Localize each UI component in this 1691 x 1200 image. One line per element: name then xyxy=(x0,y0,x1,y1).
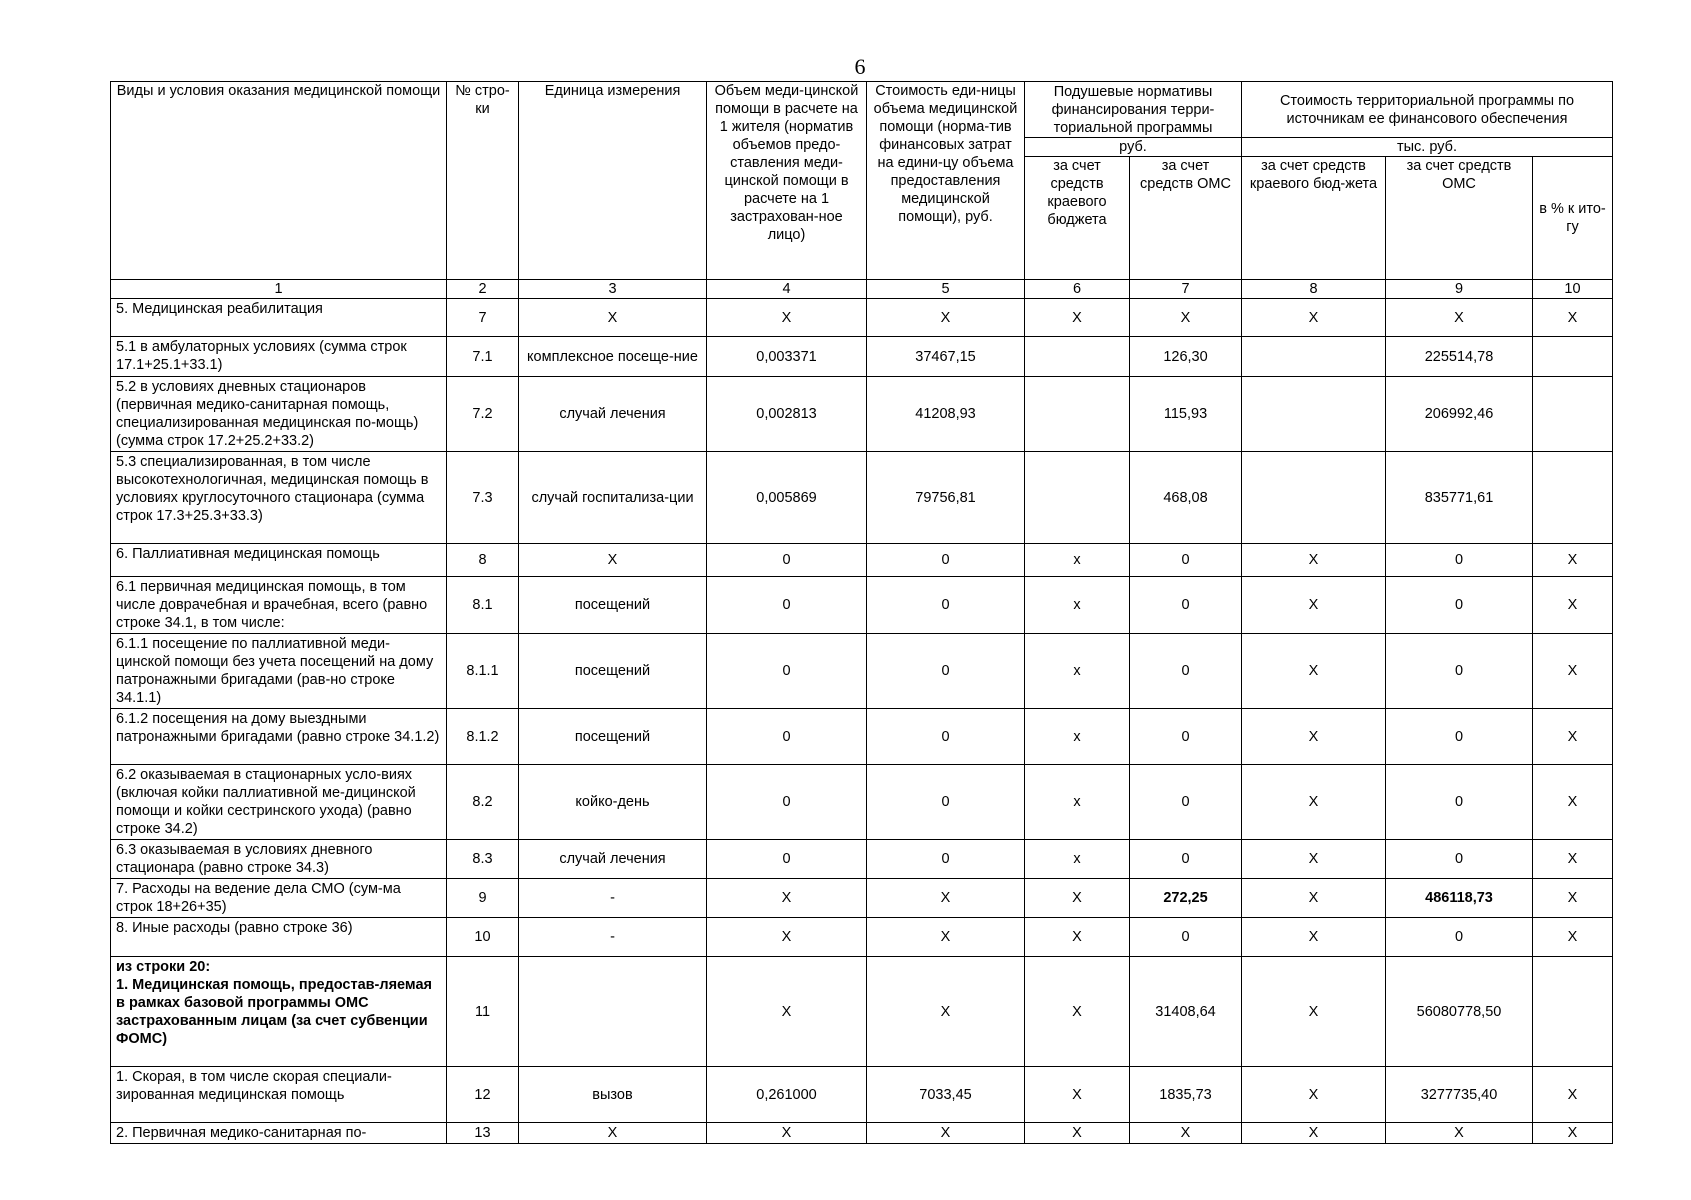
header-row xyxy=(111,82,1613,138)
regional-budget: х xyxy=(1025,634,1130,709)
header-type: Виды и условия оказания медицинской помощи xyxy=(111,82,447,280)
regional-budget: х xyxy=(1025,765,1130,840)
unit-cost: 0 xyxy=(867,544,1025,577)
volume: 0,002813 xyxy=(707,377,867,452)
row-label: 1. Скорая, в том числе скорая специали-зированная медицинская помощь xyxy=(111,1067,447,1123)
oms-per-capita: 0 xyxy=(1130,918,1242,957)
table-row xyxy=(111,1123,1613,1144)
line-number: 10 xyxy=(447,918,519,957)
oms-per-capita: 115,93 xyxy=(1130,377,1242,452)
regional-budget-total: Х xyxy=(1242,879,1386,918)
line-number: 8.1 xyxy=(447,577,519,634)
unit: комплексное посеще-ние xyxy=(519,337,707,377)
row-label: 5. Медицинская реабилитация xyxy=(111,299,447,337)
unit: койко-день xyxy=(519,765,707,840)
header-oms: за счет средств ОМС xyxy=(1130,157,1242,280)
regional-budget: Х xyxy=(1025,299,1130,337)
oms-total: 56080778,50 xyxy=(1386,957,1533,1067)
table-row xyxy=(111,918,1613,957)
oms-total: 3277735,40 xyxy=(1386,1067,1533,1123)
header-oms-total: за счет средств ОМС xyxy=(1386,157,1533,280)
header-unit-rub: руб. xyxy=(1025,138,1242,157)
regional-budget-total: Х xyxy=(1242,544,1386,577)
row-label: 6.1.2 посещения на дому выездными патронажными бригадами (равно строке 34.1.2) xyxy=(111,709,447,765)
column-number: 7 xyxy=(1130,280,1242,299)
oms-total: 225514,78 xyxy=(1386,337,1533,377)
oms-per-capita: 272,25 xyxy=(1130,879,1242,918)
header-unit: Единица измерения xyxy=(519,82,707,280)
oms-per-capita: 126,30 xyxy=(1130,337,1242,377)
unit: - xyxy=(519,918,707,957)
regional-budget: х xyxy=(1025,709,1130,765)
unit-cost: 0 xyxy=(867,709,1025,765)
regional-budget-total xyxy=(1242,452,1386,544)
volume: Х xyxy=(707,299,867,337)
oms-per-capita: 1835,73 xyxy=(1130,1067,1242,1123)
page-number: 6 xyxy=(854,54,866,79)
percent: Х xyxy=(1533,840,1613,879)
percent xyxy=(1533,957,1613,1067)
volume: Х xyxy=(707,918,867,957)
oms-per-capita: 0 xyxy=(1130,765,1242,840)
unit: случай госпитализа-ции xyxy=(519,452,707,544)
column-number: 10 xyxy=(1533,280,1613,299)
regional-budget-total: Х xyxy=(1242,957,1386,1067)
unit xyxy=(519,957,707,1067)
percent: Х xyxy=(1533,299,1613,337)
regional-budget-total: Х xyxy=(1242,1123,1386,1144)
column-number: 9 xyxy=(1386,280,1533,299)
oms-total: 0 xyxy=(1386,544,1533,577)
unit: Х xyxy=(519,1123,707,1144)
oms-total: 0 xyxy=(1386,709,1533,765)
header-regional-budget: за счет средств краевого бюджета xyxy=(1025,157,1130,280)
line-number: 12 xyxy=(447,1067,519,1123)
table-row xyxy=(111,957,1613,1067)
line-number: 7 xyxy=(447,299,519,337)
row-label: 6. Паллиативная медицинская помощь xyxy=(111,544,447,577)
table-row xyxy=(111,634,1613,709)
volume: Х xyxy=(707,1123,867,1144)
volume: 0,005869 xyxy=(707,452,867,544)
percent: Х xyxy=(1533,544,1613,577)
regional-budget-total xyxy=(1242,377,1386,452)
table-row xyxy=(111,1067,1613,1123)
row-label: 7. Расходы на ведение дела СМО (сум-ма строк 18+26+35) xyxy=(111,879,447,918)
header-percent: в % к ито-гу xyxy=(1533,157,1613,280)
column-number: 5 xyxy=(867,280,1025,299)
oms-per-capita: 0 xyxy=(1130,544,1242,577)
line-number: 8.2 xyxy=(447,765,519,840)
line-number: 9 xyxy=(447,879,519,918)
regional-budget-total: Х xyxy=(1242,840,1386,879)
volume: 0 xyxy=(707,840,867,879)
header-volume: Объем меди-цинской помощи в расчете на 1 жителя (норматив объемов предо-ставления меди-цинской помощи в расчете на 1 застрахован-ное лицо) xyxy=(707,82,867,280)
oms-total: 0 xyxy=(1386,765,1533,840)
volume: Х xyxy=(707,879,867,918)
oms-total: 0 xyxy=(1386,634,1533,709)
volume: Х xyxy=(707,957,867,1067)
table-row xyxy=(111,544,1613,577)
line-number: 8 xyxy=(447,544,519,577)
volume: 0 xyxy=(707,765,867,840)
column-number: 2 xyxy=(447,280,519,299)
unit: случай лечения xyxy=(519,840,707,879)
header-regional-budget-total: за счет средств краевого бюд-жета xyxy=(1242,157,1386,280)
row-label: 6.2 оказываемая в стационарных усло-виях (включая койки паллиативной ме-дицинской помощи и койки сестринского ухода) (равно строке 34.2) xyxy=(111,765,447,840)
table-row xyxy=(111,577,1613,634)
oms-per-capita: 0 xyxy=(1130,709,1242,765)
header-total-cost-group: Стоимость территориальной программы по источникам ее финансового обеспечения xyxy=(1242,82,1613,138)
row-label: 5.2 в условиях дневных стационаров (первичная медико-санитарная помощь, специализированная медицинская по-мощь) (сумма строк 17.2+25.2+33.2) xyxy=(111,377,447,452)
regional-budget xyxy=(1025,337,1130,377)
table-row xyxy=(111,299,1613,337)
volume: 0 xyxy=(707,709,867,765)
line-number: 13 xyxy=(447,1123,519,1144)
oms-total: 0 xyxy=(1386,840,1533,879)
row-label: 6.1 первичная медицинская помощь, в том числе доврачебная и врачебная, всего (равно строке 34.1, в том числе: xyxy=(111,577,447,634)
unit-cost: Х xyxy=(867,918,1025,957)
unit: вызов xyxy=(519,1067,707,1123)
percent: Х xyxy=(1533,765,1613,840)
row-label: 6.1.1 посещение по паллиативной меди-цинской помощи без учета посещений на дому патронажными бригадами (рав-но строке 34.1.1) xyxy=(111,634,447,709)
oms-total: 835771,61 xyxy=(1386,452,1533,544)
unit-cost: 0 xyxy=(867,840,1025,879)
oms-per-capita: 0 xyxy=(1130,840,1242,879)
oms-per-capita: Х xyxy=(1130,1123,1242,1144)
header-line-number: № стро-ки xyxy=(447,82,519,280)
regional-budget: Х xyxy=(1025,918,1130,957)
row-label: 2. Первичная медико-санитарная по- xyxy=(111,1123,447,1144)
oms-total: 0 xyxy=(1386,577,1533,634)
volume: 0,003371 xyxy=(707,337,867,377)
volume: 0 xyxy=(707,577,867,634)
regional-budget xyxy=(1025,377,1130,452)
percent xyxy=(1533,337,1613,377)
column-number-row xyxy=(111,280,1613,299)
table-row xyxy=(111,840,1613,879)
percent xyxy=(1533,452,1613,544)
percent: Х xyxy=(1533,1123,1613,1144)
unit-cost: 41208,93 xyxy=(867,377,1025,452)
row-label: 8. Иные расходы (равно строке 36) xyxy=(111,918,447,957)
volume: 0 xyxy=(707,634,867,709)
line-number: 7.1 xyxy=(447,337,519,377)
regional-budget-total: Х xyxy=(1242,634,1386,709)
unit: - xyxy=(519,879,707,918)
line-number: 8.3 xyxy=(447,840,519,879)
table-row xyxy=(111,377,1613,452)
regional-budget-total: Х xyxy=(1242,918,1386,957)
regional-budget: х xyxy=(1025,840,1130,879)
line-number: 8.1.2 xyxy=(447,709,519,765)
volume: 0,261000 xyxy=(707,1067,867,1123)
percent: Х xyxy=(1533,577,1613,634)
unit: Х xyxy=(519,299,707,337)
unit: посещений xyxy=(519,709,707,765)
percent xyxy=(1533,377,1613,452)
regional-budget xyxy=(1025,452,1130,544)
unit-cost: Х xyxy=(867,299,1025,337)
table-row xyxy=(111,879,1613,918)
percent: Х xyxy=(1533,918,1613,957)
unit: случай лечения xyxy=(519,377,707,452)
unit-cost: Х xyxy=(867,879,1025,918)
oms-total: Х xyxy=(1386,1123,1533,1144)
regional-budget: Х xyxy=(1025,1123,1130,1144)
program-cost-table xyxy=(110,81,1613,1144)
unit-cost: Х xyxy=(867,1123,1025,1144)
column-number: 8 xyxy=(1242,280,1386,299)
row-label: 5.1 в амбулаторных условиях (сумма строк 17.1+25.1+33.1) xyxy=(111,337,447,377)
regional-budget-total: Х xyxy=(1242,1067,1386,1123)
oms-per-capita: 31408,64 xyxy=(1130,957,1242,1067)
unit-cost: Х xyxy=(867,957,1025,1067)
row-label: из строки 20: 1. Медицинская помощь, предостав-ляемая в рамках базовой программы ОМС застрахованным лицам (за счет субвенции ФОМС) xyxy=(111,957,447,1067)
line-number: 7.3 xyxy=(447,452,519,544)
regional-budget-total: Х xyxy=(1242,577,1386,634)
regional-budget-total: Х xyxy=(1242,299,1386,337)
percent: Х xyxy=(1533,709,1613,765)
line-number: 7.2 xyxy=(447,377,519,452)
regional-budget: х xyxy=(1025,577,1130,634)
column-number: 3 xyxy=(519,280,707,299)
regional-budget: Х xyxy=(1025,1067,1130,1123)
regional-budget: Х xyxy=(1025,879,1130,918)
oms-total: 486118,73 xyxy=(1386,879,1533,918)
oms-per-capita: Х xyxy=(1130,299,1242,337)
percent: Х xyxy=(1533,879,1613,918)
column-number: 4 xyxy=(707,280,867,299)
line-number: 11 xyxy=(447,957,519,1067)
unit-cost: 0 xyxy=(867,634,1025,709)
table-row xyxy=(111,337,1613,377)
row-label: 6.3 оказываемая в условиях дневного стационара (равно строке 34.3) xyxy=(111,840,447,879)
percent: Х xyxy=(1533,634,1613,709)
regional-budget-total xyxy=(1242,337,1386,377)
oms-total: 206992,46 xyxy=(1386,377,1533,452)
oms-total: Х xyxy=(1386,299,1533,337)
oms-per-capita: 0 xyxy=(1130,634,1242,709)
column-number: 1 xyxy=(111,280,447,299)
table-row xyxy=(111,452,1613,544)
unit-cost: 37467,15 xyxy=(867,337,1025,377)
oms-total: 0 xyxy=(1386,918,1533,957)
unit: посещений xyxy=(519,634,707,709)
percent: Х xyxy=(1533,1067,1613,1123)
unit-cost: 79756,81 xyxy=(867,452,1025,544)
table-row xyxy=(111,709,1613,765)
regional-budget: х xyxy=(1025,544,1130,577)
header-per-capita-group: Подушевые нормативы финансирования терри-ториальной программы xyxy=(1025,82,1242,138)
row-label: 5.3 специализированная, в том числе высокотехнологичная, медицинская помощь в условиях круглосуточного стационара (сумма строк 17.3+25.3+33.3) xyxy=(111,452,447,544)
unit: Х xyxy=(519,544,707,577)
regional-budget-total: Х xyxy=(1242,709,1386,765)
oms-per-capita: 468,08 xyxy=(1130,452,1242,544)
regional-budget: Х xyxy=(1025,957,1130,1067)
oms-per-capita: 0 xyxy=(1130,577,1242,634)
volume: 0 xyxy=(707,544,867,577)
table-row xyxy=(111,765,1613,840)
unit-cost: 0 xyxy=(867,577,1025,634)
unit: посещений xyxy=(519,577,707,634)
unit-cost: 0 xyxy=(867,765,1025,840)
header-unit-cost: Стоимость еди-ницы объема медицинской помощи (норма-тив финансовых затрат на едини-цу объема предоставления медицинской помощи), руб. xyxy=(867,82,1025,280)
header-unit-thousand-rub: тыс. руб. xyxy=(1242,138,1613,157)
unit-cost: 7033,45 xyxy=(867,1067,1025,1123)
column-number: 6 xyxy=(1025,280,1130,299)
line-number: 8.1.1 xyxy=(447,634,519,709)
regional-budget-total: Х xyxy=(1242,765,1386,840)
